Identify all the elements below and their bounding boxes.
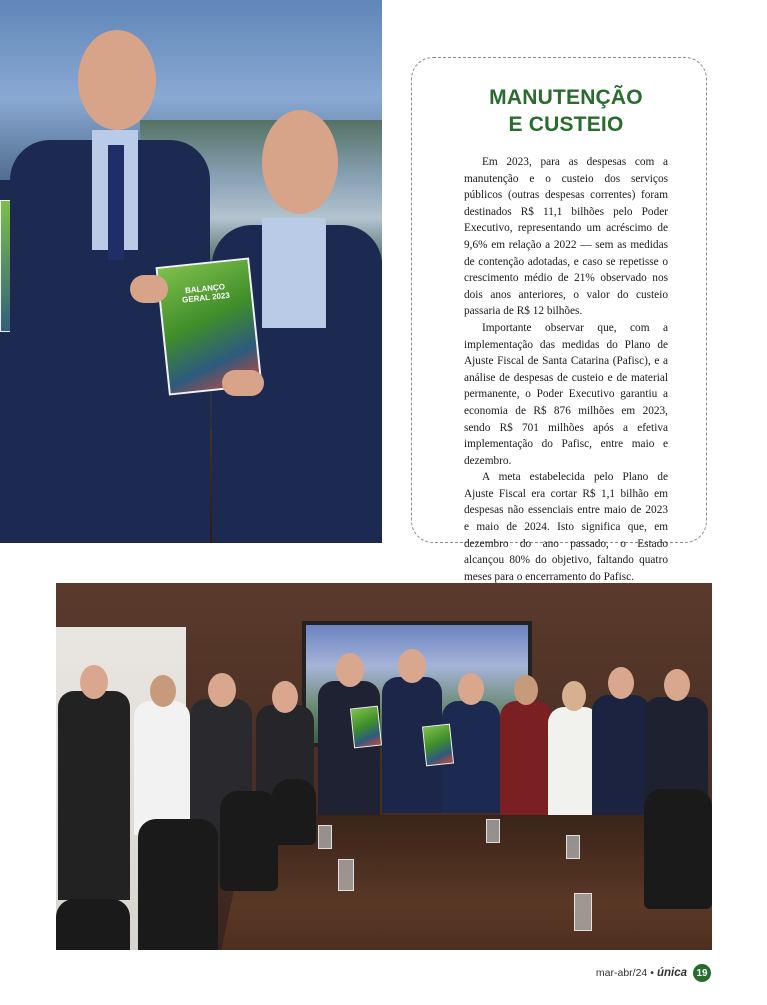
article-title-line1: MANUTENÇÃO [489, 86, 643, 109]
water-glass-3 [486, 819, 500, 843]
hand-right [222, 370, 264, 396]
person-right-man-head [262, 110, 338, 214]
group-person-8 [500, 675, 552, 817]
report-book-title: BALANÇO GERAL 2023 [181, 282, 231, 305]
chair-4 [272, 779, 316, 845]
person-tall-man-tie [108, 145, 124, 260]
article-body [464, 154, 668, 585]
person-tall-man-head [78, 30, 156, 130]
chair-3 [220, 791, 278, 891]
photo-bottom-group-meeting-room [56, 583, 712, 950]
page-footer [596, 963, 711, 983]
water-glass-5 [574, 893, 592, 931]
group-person-2 [134, 675, 190, 835]
article-title [464, 84, 668, 138]
footer-issue-date: mar-abr/24 [595, 967, 648, 979]
water-glass-4 [566, 835, 580, 859]
article-title-line2: E CUSTEIO [508, 113, 624, 136]
group-report-book-2 [422, 724, 454, 767]
chair-2 [138, 819, 218, 950]
person-right-man-shirt [262, 218, 326, 328]
article-paragraph-3: A meta estabelecida pelo Plano de Ajuste Fiscal era cortar R$ 1,1 bilhão em despesas não essenciais entre maio de 2023 e maio de 2024. Isto significa que, em dezembro do ano passado, o Estado alcançou 80% do objetivo, faltando quatro meses para o encerramento do Pafisc. [464, 471, 668, 583]
chair-5 [644, 789, 712, 909]
footer-brand: única [656, 967, 687, 979]
article-paragraph-2: Importante observar que, com a implementação das medidas do Plano de Ajuste Fiscal de Santa Catarina (Pafisc), e a análise de despesas de custeio e de material permanente, o Poder Executivo garantiu a economia de R$ 876 milhões em 2023, sendo R$ 701 milhões após a efetiva implementação do Pafisc, entre maio e dezembro. [464, 321, 668, 467]
hand-left [130, 275, 168, 303]
water-glass-1 [318, 825, 332, 849]
group-report-book-1 [350, 706, 382, 749]
article-box [411, 57, 707, 583]
article-paragraph-1: Em 2023, para as despesas com a manutenção e o custeio dos serviços públicos (outras despesas correntes) foram destinados R$ 11,1 bilhões pelo Poder Executivo, representando um acréscimo de 9,6% em relação a 2022 — sem as medidas de contenção adotadas, e caso se repetisse o crescimento médio de 21% observado nos dois anos anteriores, o valor do custeio passaria de R$ 12 bilhões. [464, 156, 668, 318]
page-number-badge: 19 [693, 964, 711, 982]
footer-separator: • [650, 967, 654, 979]
water-glass-2 [338, 859, 354, 891]
chair-1 [56, 899, 130, 950]
photo-top-officials-with-report [0, 0, 382, 543]
group-person-1 [58, 665, 130, 900]
